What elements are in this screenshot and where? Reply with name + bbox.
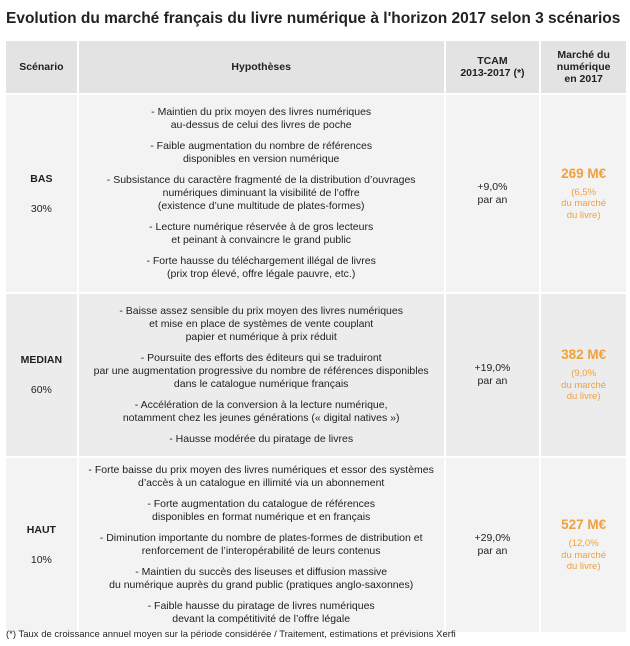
market-share-line: du marché [561, 198, 607, 210]
hypothesis-line: - Faible hausse du piratage de livres numériques [147, 600, 375, 612]
hypotheses-cell [77, 95, 444, 292]
scenario-cell [6, 294, 77, 456]
market-value: 382 M€ [561, 347, 607, 363]
hypothesis-item [151, 106, 371, 132]
market-share-line: du marché [561, 379, 607, 391]
hypotheses-cell [77, 458, 444, 632]
hypothesis-line: - Subsistance du caractère fragmenté de la distribution d’ouvrages [106, 174, 416, 186]
hypothesis-line: notamment chez les jeunes générations (« digital natives ») [122, 411, 400, 424]
header-scenario: Scénario [19, 61, 64, 73]
hypothesis-item [88, 464, 433, 490]
hypothesis-line: numériques diminuant la visibilité de l’offre [162, 187, 360, 199]
header-tcam-line2: 2013-2017 (*) [460, 67, 525, 79]
page-title: Evolution du marché français du livre numérique à l'horizon 2017 selon 3 scénarios [6, 10, 621, 27]
hypothesis-item [123, 399, 400, 425]
tcam-unit: par an [477, 375, 508, 387]
hypothesis-item [150, 140, 372, 166]
hypothesis-line: du numérique auprès du grand public (pratiques anglo-saxonnes) [109, 579, 414, 591]
header-hypotheses: Hypothèses [77, 41, 444, 93]
market-share-line: (6,5% [571, 186, 597, 198]
hypothesis-item [100, 532, 423, 558]
hypothesis-item [169, 433, 353, 446]
hypothesis-line: et mise en place de systèmes de vente couplant [149, 317, 374, 330]
tcam-cell [444, 294, 540, 456]
hypothesis-line: - Forte baisse du prix moyen des livres numériques et essor des systèmes [88, 464, 434, 476]
header-tcam-line1: TCAM [477, 55, 508, 67]
hypothesis-item [146, 255, 375, 281]
hypothesis-line: disponibles en version numérique [182, 153, 340, 165]
tcam-value: +9,0% [477, 180, 508, 193]
market-value: 269 M€ [561, 165, 607, 181]
market-cell [539, 458, 626, 632]
market-cell [539, 95, 626, 292]
table-row [6, 292, 626, 456]
tcam-cell [444, 458, 540, 632]
hypothesis-line: - Diminution importante du nombre de plates-formes de distribution et [99, 532, 423, 544]
tcam-unit: par an [477, 545, 508, 557]
header-tcam [444, 41, 540, 93]
hypothesis-line: par une augmentation progressive du nombre de références disponibles [93, 364, 429, 377]
hypothesis-item [107, 174, 416, 213]
header-market-line3: en 2017 [564, 73, 603, 85]
scenario-name: BAS [30, 172, 53, 185]
hypothesis-line: devant la compétitivité de l’offre légale [172, 613, 351, 625]
hypothesis-line: papier et numérique à prix réduit [185, 330, 337, 343]
hypothesis-line: renforcement de l’interopérabilité de leurs contenus [141, 545, 381, 557]
market-share-line: (9,0% [571, 368, 597, 380]
hypothesis-item [119, 305, 403, 344]
market-share-line: du marché [561, 549, 607, 561]
hypothesis-item [149, 221, 373, 247]
hypothesis-line: - Maintien du succès des liseuses et diffusion massive [135, 566, 388, 578]
table-row [6, 456, 626, 632]
hypothesis-line: et peinant à convaincre le grand public [171, 234, 352, 246]
hypothesis-line: - Hausse modérée du piratage de livres [169, 432, 354, 445]
hypothesis-line: - Maintien du prix moyen des livres numériques [151, 106, 372, 118]
hypothesis-line: au-dessus de celui des livres de poche [170, 119, 352, 131]
hypothesis-item [109, 566, 413, 592]
hypothesis-line: - Faible augmentation du nombre de références [150, 140, 373, 152]
hypothesis-line: - Forte hausse du téléchargement illégal de livres [146, 255, 376, 267]
hypothesis-line: - Baisse assez sensible du prix moyen des livres numériques [119, 304, 403, 317]
header-market [539, 41, 626, 93]
hypothesis-item [148, 600, 375, 626]
hypothesis-line: d’accès à un catalogue en illimité via un abonnement [138, 477, 385, 489]
market-share [561, 538, 606, 573]
scenario-table [6, 41, 626, 632]
tcam-unit: par an [477, 193, 508, 206]
scenario-probability: 60% [30, 384, 52, 396]
tcam-value: +19,0% [474, 362, 511, 374]
table-body [6, 93, 626, 632]
table-header [6, 41, 626, 93]
header-market-line1: Marché du [557, 49, 610, 61]
scenario-name: HAUT [26, 524, 56, 536]
scenario-probability: 30% [30, 202, 52, 215]
tcam-value: +29,0% [474, 532, 511, 544]
hypothesis-line: (prix trop élevé, offre légale pauvre, etc.) [167, 268, 356, 280]
tcam-cell [444, 95, 540, 292]
hypothesis-line: - Forte augmentation du catalogue de références [147, 498, 375, 510]
market-share-line: du livre) [566, 209, 601, 221]
scenario-probability: 10% [30, 554, 52, 566]
footnote: (*) Taux de croissance annuel moyen sur la période considérée / Traitement, estimations et prévisions Xerfi [6, 629, 456, 640]
hypothesis-line: - Poursuite des efforts des éditeurs qui se traduiront [140, 351, 382, 364]
scenario-cell [6, 95, 77, 292]
header-market-line2: numérique [556, 61, 611, 73]
hypothesis-line: - Lecture numérique réservée à de gros lecteurs [149, 221, 374, 233]
hypothesis-item [94, 352, 429, 391]
scenario-cell [6, 458, 77, 632]
hypotheses-cell [77, 294, 444, 456]
hypothesis-line: (existence d’une multitude de plates-formes) [157, 200, 365, 212]
hypothesis-line: disponibles en format numérique et en français [152, 511, 371, 523]
table-row [6, 93, 626, 292]
market-share-line: (12,0% [568, 538, 599, 550]
market-share-line: du livre) [566, 391, 601, 403]
hypothesis-line: - Accélération de la conversion à la lecture numérique, [134, 398, 388, 411]
hypothesis-item [147, 498, 375, 524]
market-share [561, 187, 606, 222]
hypothesis-line: dans le catalogue numérique français [173, 377, 349, 390]
market-share-line: du livre) [566, 561, 601, 573]
scenario-name: MEDIAN [20, 354, 63, 366]
market-value: 527 M€ [561, 517, 607, 533]
market-share [561, 368, 606, 403]
market-cell [539, 294, 626, 456]
